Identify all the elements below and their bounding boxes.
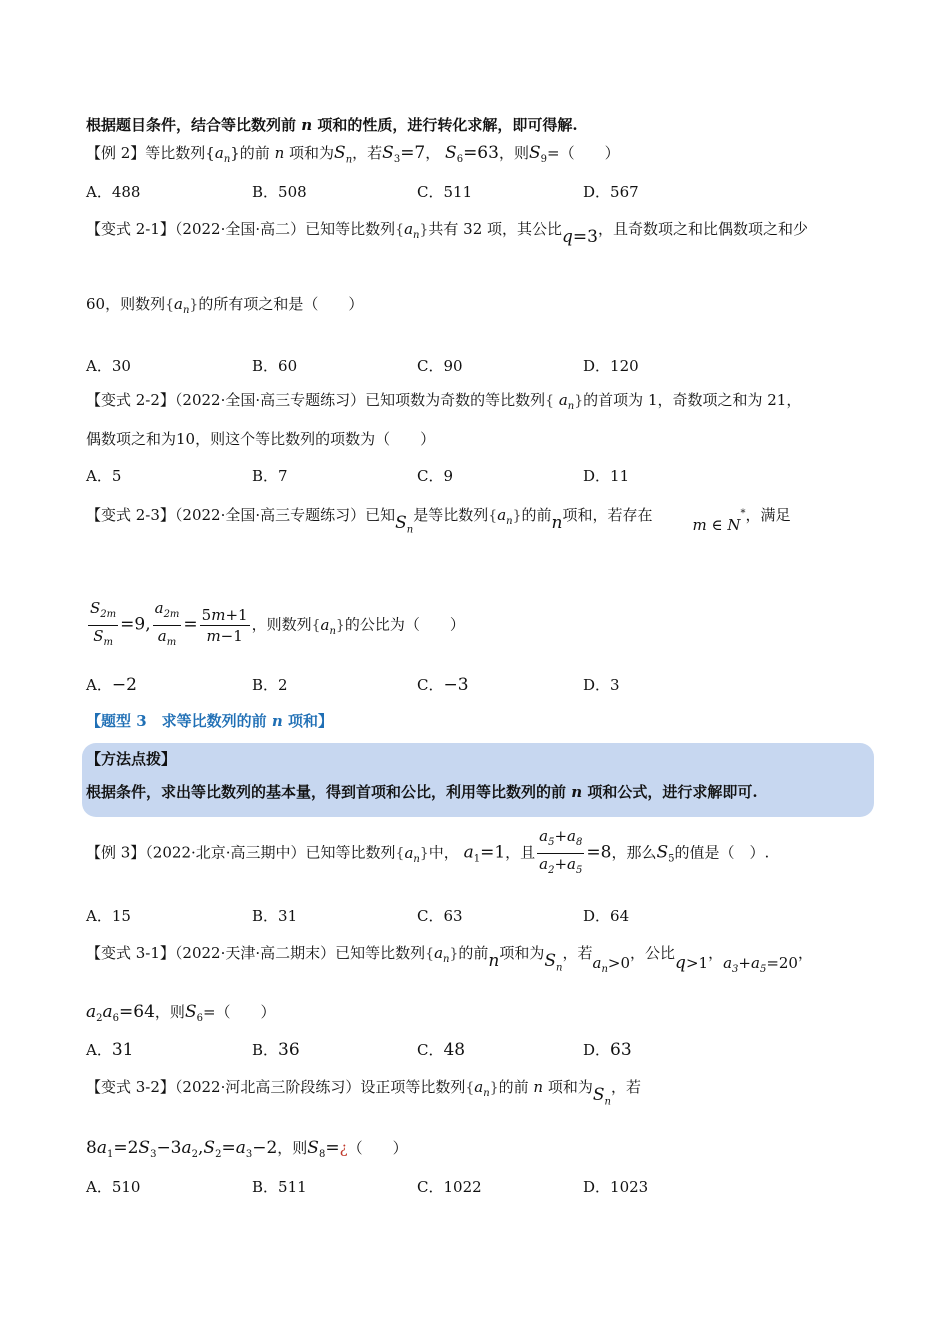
variant-2-3-options	[86, 674, 866, 696]
variant-3-1-options	[86, 1039, 866, 1061]
option-a[interactable]: A．5	[86, 467, 122, 485]
option-a[interactable]: A．−2	[86, 675, 137, 695]
variant-2-2-stem-line2: 偶数项之和为10，则这个等比数列的项数为（ ）	[86, 430, 436, 448]
option-a[interactable]: A．488	[86, 183, 141, 201]
example-2-stem: 【例 2】等比数列$\{a_n\}$的前 n 项和为$S_n$，若$S_3=7$， $S_6=63$，则$S_9=$（ ）	[86, 143, 620, 166]
option-d[interactable]: D．11	[583, 467, 630, 485]
variant-3-2-stem-line1: 【变式 3-2】（2022·河北高三阶段练习）设正项等比数列$\{a_n\}$的前 n 项和为$S_n$，若	[86, 1078, 641, 1108]
option-d[interactable]: D．63	[583, 1040, 632, 1060]
option-c[interactable]: C．511	[417, 183, 473, 201]
option-b[interactable]: B．60	[252, 357, 298, 375]
option-a[interactable]: A．31	[86, 1040, 134, 1060]
option-b[interactable]: B．511	[252, 1178, 307, 1196]
option-a[interactable]: A．510	[86, 1178, 141, 1196]
option-b[interactable]: B．2	[252, 676, 288, 694]
intro-text: 根据题目条件，结合等比数列前 n 项和的性质，进行转化求解，即可得解.	[86, 116, 578, 134]
option-b[interactable]: B．7	[252, 467, 288, 485]
variant-2-2-stem-line1: 【变式 2-2】（2022·全国·高三专题练习）已知项数为奇数的等比数列{ $a_n$}的首项为 1，奇数项之和为 21，	[86, 391, 802, 412]
variant-2-1-options	[86, 355, 866, 377]
option-b[interactable]: B．36	[252, 1040, 300, 1060]
method-body: 根据条件，求出等比数列的基本量，得到首项和公比，利用等比数列的前 n 项和公式，进行求解即可.	[86, 783, 758, 801]
option-d[interactable]: D．64	[583, 907, 630, 925]
option-c[interactable]: C．48	[417, 1040, 466, 1060]
option-d[interactable]: D．1023	[583, 1178, 649, 1196]
option-c[interactable]: C．−3	[417, 675, 469, 695]
option-d[interactable]: D．120	[583, 357, 639, 375]
option-b[interactable]: B．508	[252, 183, 307, 201]
option-c[interactable]: C．90	[417, 357, 463, 375]
variant-3-1-stem-line2: $a_2a_6=64$，则$S_6=$（ ）	[86, 1002, 276, 1024]
option-d[interactable]: D．567	[583, 183, 639, 201]
option-b[interactable]: B．31	[252, 907, 298, 925]
variant-2-1-stem-line2: 60，则数列$\{a_n\}$的所有项之和是（ ）	[86, 295, 364, 316]
example-2-options	[86, 181, 866, 203]
method-title: 【方法点拨】	[86, 750, 177, 768]
example-3-options	[86, 905, 866, 927]
variant-2-1-stem-line1: 【变式 2-1】（2022·全国·高二）已知等比数列$\{a_n\}$共有 32 项，其公比q=3，且奇数项之和比偶数项之和少	[86, 220, 808, 247]
variant-2-3-stem-line1: 【变式 2-3】（2022·全国·高三专题练习）已知$S_n$是等比数列$\{a_n\}$的前n项和，若存在m ∈ N*，满足	[86, 506, 791, 536]
option-c[interactable]: C．1022	[417, 1178, 482, 1196]
option-a[interactable]: A．30	[86, 357, 131, 375]
example-3-stem: 【例 3】（2022·北京·高三期中）已知等比数列$\{a_n\}$中， $a_1=1$，且 $\frac{a_5+a_8}{a_2+a_5}$ =8，那么$S_5$的值是（ ）.	[86, 827, 770, 876]
variant-3-1-stem-line1: 【变式 3-1】（2022·天津·高二期末）已知等比数列$\{a_n\}$的前n项和为$S_n$，若$a_n>0$，公比q>1，$a_3+a_5=20$，	[86, 944, 813, 975]
option-a[interactable]: A．15	[86, 907, 131, 925]
option-c[interactable]: C．63	[417, 907, 463, 925]
variant-3-2-stem-line2: $8a_1=2S_3-3a_2,S_2=a_3-2$，则$S_8=¿$（ ）	[86, 1138, 408, 1160]
type-3-heading: 【题型 3 求等比数列的前 n 项和】	[86, 712, 334, 730]
option-d[interactable]: D．3	[583, 676, 620, 694]
option-c[interactable]: C．9	[417, 467, 454, 485]
variant-3-2-options	[86, 1176, 866, 1198]
variant-2-2-options	[86, 465, 866, 487]
variant-2-3-stem-line2: $\frac{S_{2m}}{S_m}$ =9, $\frac{a_{2m}}{a_m}$ = $\frac{5m+1}{m-1}$ ，则数列$\{a_n\}$的公比为（ ）	[90, 599, 465, 648]
